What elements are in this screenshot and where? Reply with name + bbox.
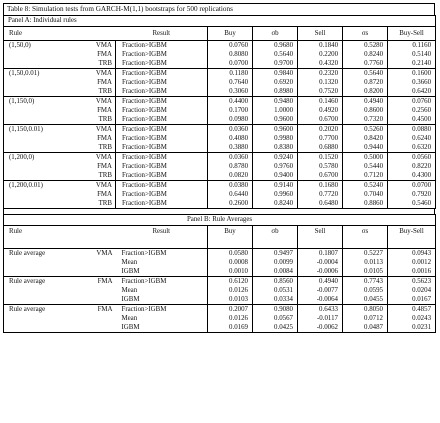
sigma-s-value: 0.5227 — [364, 250, 383, 257]
method-label: TRB — [98, 116, 112, 123]
method-label: TRB — [98, 172, 112, 179]
col-header-result: Result — [116, 27, 208, 41]
buy-cell — [208, 97, 253, 125]
sigma-b-cell — [253, 125, 298, 153]
sell-value: 0.6433 — [319, 306, 338, 313]
sell-value: 0.7700 — [319, 135, 339, 142]
col-header-buy-sell: Buy-Sell — [388, 27, 436, 41]
sigma-s-value: 0.8720 — [364, 79, 384, 86]
sigma-b-cell — [253, 41, 298, 69]
sell-value: 0.5780 — [319, 163, 339, 170]
sell-value: -0.0077 — [316, 287, 338, 294]
result-label: Mean — [121, 287, 138, 294]
result-label: Fraction>IGBM — [122, 70, 167, 77]
method-label: TRB — [98, 200, 112, 207]
sell-value: 0.1807 — [319, 250, 338, 257]
col-header-rule: Rule — [4, 27, 60, 41]
result-label: Fraction>IGBM — [121, 278, 167, 285]
sigma-s-cell — [343, 181, 388, 209]
sigma-s-value: 0.8200 — [364, 88, 384, 95]
result-label: Fraction>IGBM — [122, 116, 167, 123]
buy-cell — [208, 181, 253, 209]
buy-value: 0.0126 — [229, 315, 248, 322]
result-label: Fraction>IGBM — [121, 306, 167, 313]
sigma-b-cell — [253, 277, 298, 305]
buy-sell-value: 0.6320 — [412, 144, 432, 151]
sigma-b-value: 0.9840 — [274, 70, 294, 77]
result-cell — [116, 41, 208, 69]
sigma-b-value: 0.8380 — [274, 144, 294, 151]
sigma-s-value: 0.0595 — [364, 287, 383, 294]
result-label: Fraction>IGBM — [122, 135, 167, 142]
result-label: Fraction>IGBM — [122, 126, 167, 133]
buy-sell-value: 0.0167 — [412, 296, 432, 303]
result-cell — [116, 153, 208, 181]
buy-sell-value: 0.5460 — [412, 200, 432, 207]
sigma-b-value: 0.9480 — [274, 98, 294, 105]
buy-value: 0.0980 — [229, 116, 249, 123]
sigma-s-cell — [343, 153, 388, 181]
sell-cell — [298, 97, 343, 125]
method-label: VMA — [95, 154, 112, 161]
buy-sell-value: 0.0204 — [412, 287, 432, 294]
buy-value: 0.0008 — [229, 259, 248, 266]
buy-sell-value: 0.6240 — [412, 135, 432, 142]
panel-a-title: Panel A: Individual rules — [4, 16, 208, 27]
buy-sell-value: 0.8220 — [412, 163, 432, 170]
sell-value: 0.6700 — [319, 116, 339, 123]
result-cell — [116, 125, 208, 153]
buy-cell — [208, 153, 253, 181]
result-label: Fraction>IGBM — [122, 144, 167, 151]
method-label: VMA — [95, 98, 112, 105]
buy-sell-cell — [388, 125, 436, 153]
sigma-b-cell — [253, 153, 298, 181]
buy-sell-value: 0.0012 — [412, 259, 432, 266]
sigma-b-value: 0.0531 — [274, 287, 293, 294]
method-label: VMA — [95, 126, 112, 133]
sell-value: 0.2200 — [319, 51, 339, 58]
sigma-b-value: 0.8240 — [274, 200, 294, 207]
buy-value: 0.0126 — [229, 287, 248, 294]
sigma-b-cell — [253, 305, 298, 333]
sigma-b-value: 0.9080 — [274, 306, 293, 313]
sell-value: 0.1840 — [319, 42, 339, 49]
buy-value: 0.0103 — [229, 296, 248, 303]
sell-value: -0.0117 — [317, 315, 338, 322]
sigma-b-value: 0.6920 — [274, 79, 294, 86]
result-label: Fraction>IGBM — [122, 51, 167, 58]
rule-name: (1,150,0) — [4, 97, 60, 125]
result-label: Fraction>IGBM — [122, 154, 167, 161]
buy-value: 0.8080 — [229, 51, 249, 58]
buy-sell-value: 0.0943 — [412, 250, 432, 257]
result-label: IGBM — [121, 324, 140, 331]
buy-sell-value: 0.0016 — [412, 268, 432, 275]
result-cell — [116, 277, 208, 305]
sigma-s-value: 0.4940 — [364, 98, 384, 105]
sigma-b-value: 0.5640 — [274, 51, 294, 58]
method-label: FMA — [60, 277, 116, 305]
buy-sell-value: 0.0231 — [412, 324, 432, 331]
average-group-row — [4, 277, 436, 305]
sell-value: 0.6880 — [319, 144, 339, 151]
buy-sell-cell — [388, 69, 436, 97]
buy-value: 0.0760 — [229, 42, 249, 49]
sigma-b-value: 0.9600 — [274, 116, 294, 123]
method-label: VMA — [95, 42, 112, 49]
method-label: FMA — [97, 107, 112, 114]
sigma-s-value: 0.5240 — [364, 182, 384, 189]
sigma-s-value: 0.5260 — [364, 126, 384, 133]
sigma-s-value: 0.8420 — [364, 135, 384, 142]
buy-sell-value: 0.4300 — [412, 172, 432, 179]
result-cell — [116, 305, 208, 333]
rule-group-row — [4, 153, 436, 181]
buy-cell — [208, 277, 253, 305]
col-header-buy-sell: Buy-Sell — [388, 226, 436, 249]
method-label: VMA — [95, 70, 112, 77]
buy-sell-value: 0.1160 — [412, 42, 432, 49]
result-cell — [116, 97, 208, 125]
buy-sell-value: 0.4857 — [412, 306, 432, 313]
sell-value: -0.0004 — [316, 259, 338, 266]
panel-a-table — [3, 15, 436, 209]
sell-value: 0.6480 — [319, 200, 339, 207]
result-label: Mean — [121, 259, 138, 266]
sigma-s-value: 0.5000 — [364, 154, 384, 161]
buy-sell-cell — [388, 249, 436, 277]
buy-sell-value: 0.1600 — [412, 70, 432, 77]
sigma-b-value: 1.0000 — [274, 107, 294, 114]
method-label: FMA — [97, 135, 112, 142]
buy-value: 0.1700 — [229, 107, 249, 114]
sigma-b-value: 0.9400 — [274, 172, 294, 179]
result-label: IGBM — [121, 296, 140, 303]
rule-name: (1,200,0) — [4, 153, 60, 181]
col-header-sell: Sell — [298, 226, 343, 249]
sell-cell — [298, 277, 343, 305]
buy-value: 0.0360 — [229, 126, 249, 133]
sigma-b-value: 0.9980 — [274, 135, 294, 142]
sell-value: 0.6700 — [319, 172, 339, 179]
sigma-s-cell — [343, 277, 388, 305]
buy-value: 0.6120 — [229, 278, 248, 285]
col-header-sigma-s: σs — [343, 226, 388, 249]
sell-cell — [298, 41, 343, 69]
sigma-b-value: 0.8980 — [274, 88, 294, 95]
buy-value: 0.0700 — [229, 60, 249, 67]
buy-value: 0.7640 — [229, 79, 249, 86]
result-label: Fraction>IGBM — [122, 42, 167, 49]
sell-value: 0.1320 — [319, 79, 339, 86]
sigma-b-value: 0.0084 — [274, 268, 293, 275]
sell-cell — [298, 125, 343, 153]
buy-value: 0.0580 — [229, 250, 248, 257]
buy-value: 0.3880 — [229, 144, 249, 151]
method-cell — [60, 125, 116, 153]
sigma-b-value: 0.9700 — [274, 60, 294, 67]
buy-sell-value: 0.0560 — [412, 154, 432, 161]
sigma-b-cell — [253, 69, 298, 97]
buy-sell-value: 0.7920 — [412, 191, 432, 198]
col-header-sigma-s: σs — [343, 27, 388, 41]
result-label: Fraction>IGBM — [122, 79, 167, 86]
sigma-b-value: 0.9760 — [274, 163, 294, 170]
buy-cell — [208, 305, 253, 333]
sigma-b-value: 0.9960 — [274, 191, 294, 198]
buy-sell-value: 0.5623 — [412, 278, 432, 285]
sigma-b-value: 0.9600 — [274, 126, 294, 133]
sell-value: 0.7520 — [319, 88, 339, 95]
buy-sell-value: 0.3660 — [412, 79, 432, 86]
col-header-sigma-b: σb — [253, 226, 298, 249]
rule-name: (1,50,0.01) — [4, 69, 60, 97]
sigma-s-value: 0.0105 — [364, 268, 383, 275]
sigma-b-cell — [253, 181, 298, 209]
sell-value: 0.4320 — [319, 60, 339, 67]
sigma-s-cell — [343, 125, 388, 153]
sell-value: -0.0062 — [316, 324, 338, 331]
sigma-s-value: 0.7040 — [364, 191, 384, 198]
method-cell — [60, 41, 116, 69]
result-label: Mean — [121, 315, 138, 322]
col-header-result: Result — [116, 226, 208, 249]
method-label: TRB — [98, 144, 112, 151]
sigma-s-value: 0.5280 — [364, 42, 384, 49]
sigma-b-value: 0.0099 — [274, 259, 293, 266]
buy-value: 0.8780 — [229, 163, 249, 170]
sell-value: 0.4920 — [319, 107, 339, 114]
rule-average-label: Rule average — [4, 277, 60, 305]
sigma-b-cell — [253, 97, 298, 125]
buy-value: 0.1180 — [229, 70, 249, 77]
sigma-b-value: 0.9140 — [274, 182, 294, 189]
buy-sell-cell — [388, 277, 436, 305]
sigma-s-value: 0.0455 — [364, 296, 383, 303]
method-label: FMA — [97, 79, 112, 86]
sell-value: -0.0006 — [316, 268, 338, 275]
table-caption: Table 8: Simulation tests from GARCH-M(1,1) bootstraps for 500 replications — [3, 3, 435, 15]
sigma-s-value: 0.8600 — [364, 107, 384, 114]
sigma-s-value: 0.7760 — [364, 60, 384, 67]
result-label: Fraction>IGBM — [122, 107, 167, 114]
sigma-s-cell — [343, 249, 388, 277]
result-label: Fraction>IGBM — [122, 163, 167, 170]
sigma-b-value: 0.0425 — [274, 324, 293, 331]
buy-sell-value: 0.0760 — [412, 98, 432, 105]
sigma-b-value: 0.8560 — [274, 278, 293, 285]
sigma-b-cell — [253, 249, 298, 277]
sell-value: 0.7720 — [319, 191, 339, 198]
sigma-s-value: 0.8050 — [364, 306, 383, 313]
table-8 — [3, 3, 435, 333]
result-label: Fraction>IGBM — [121, 250, 167, 257]
rule-group-row — [4, 125, 436, 153]
sell-cell — [298, 305, 343, 333]
sell-value: 0.1520 — [319, 154, 339, 161]
result-label: IGBM — [121, 268, 140, 275]
method-label: FMA — [97, 191, 112, 198]
result-cell — [116, 69, 208, 97]
method-cell — [60, 97, 116, 125]
col-header-sell: Sell — [298, 27, 343, 41]
buy-sell-cell — [388, 181, 436, 209]
sigma-s-value: 0.5440 — [364, 163, 384, 170]
sell-value: 0.4940 — [319, 278, 338, 285]
panel-b-header-row — [4, 226, 436, 249]
buy-value: 0.0360 — [229, 154, 249, 161]
rule-group-row — [4, 97, 436, 125]
buy-sell-value: 0.6420 — [412, 88, 432, 95]
rule-group-row — [4, 41, 436, 69]
col-header-sigma-b: σb — [253, 27, 298, 41]
sigma-s-value: 0.8240 — [364, 51, 384, 58]
buy-cell — [208, 125, 253, 153]
sell-value: 0.1460 — [319, 98, 339, 105]
sigma-s-cell — [343, 305, 388, 333]
buy-sell-cell — [388, 153, 436, 181]
sell-cell — [298, 69, 343, 97]
rule-group-row — [4, 181, 436, 209]
rule-average-label: Rule average — [4, 249, 60, 277]
buy-sell-value: 0.2560 — [412, 107, 432, 114]
method-label: FMA — [97, 51, 112, 58]
sigma-b-value: 0.0334 — [274, 296, 293, 303]
sigma-b-value: 0.9240 — [274, 154, 294, 161]
method-label: TRB — [98, 60, 112, 67]
result-label: Fraction>IGBM — [122, 88, 167, 95]
buy-sell-cell — [388, 41, 436, 69]
sigma-s-value: 0.5640 — [364, 70, 384, 77]
sigma-s-value: 0.0712 — [364, 315, 383, 322]
method-cell — [60, 153, 116, 181]
panel-a-header-row — [4, 27, 436, 41]
buy-sell-cell — [388, 97, 436, 125]
average-group-row — [4, 305, 436, 333]
buy-sell-value: 0.4500 — [412, 116, 432, 123]
buy-sell-value: 0.0700 — [412, 182, 432, 189]
sigma-s-value: 0.9440 — [364, 144, 384, 151]
result-label: Fraction>IGBM — [122, 172, 167, 179]
col-header-buy: Buy — [208, 27, 253, 41]
sigma-s-cell — [343, 41, 388, 69]
buy-value: 0.6440 — [229, 191, 249, 198]
sell-value: 0.1680 — [319, 182, 339, 189]
sigma-b-value: 0.9680 — [274, 42, 294, 49]
rule-name: (1,50,0) — [4, 41, 60, 69]
sigma-s-value: 0.0113 — [364, 259, 383, 266]
method-label: TRB — [98, 88, 112, 95]
sell-value: -0.0064 — [316, 296, 338, 303]
sell-cell — [298, 181, 343, 209]
sell-cell — [298, 249, 343, 277]
method-cell — [60, 181, 116, 209]
buy-value: 0.4080 — [229, 135, 249, 142]
result-label: Fraction>IGBM — [122, 200, 167, 207]
sell-value: 0.2020 — [319, 126, 339, 133]
sigma-s-value: 0.8860 — [364, 200, 384, 207]
method-label: FMA — [60, 305, 116, 333]
sigma-s-value: 0.7320 — [364, 116, 384, 123]
buy-value: 0.0169 — [229, 324, 248, 331]
rule-name: (1,150,0.01) — [4, 125, 60, 153]
rule-name: (1,200,0.01) — [4, 181, 60, 209]
buy-value: 0.0010 — [229, 268, 248, 275]
method-label: VMA — [60, 249, 116, 277]
average-group-row — [4, 249, 436, 277]
panel-b-title: Panel B: Rule Averages — [4, 215, 436, 226]
buy-value: 0.0820 — [229, 172, 249, 179]
sigma-b-value: 0.0567 — [274, 315, 293, 322]
buy-cell — [208, 249, 253, 277]
buy-sell-value: 0.0243 — [412, 315, 432, 322]
result-label: Fraction>IGBM — [122, 191, 167, 198]
method-label: VMA — [95, 182, 112, 189]
buy-sell-value: 0.0880 — [412, 126, 432, 133]
result-cell — [116, 249, 208, 277]
buy-value: 0.3060 — [229, 88, 249, 95]
result-label: Fraction>IGBM — [122, 182, 167, 189]
method-label: FMA — [97, 163, 112, 170]
buy-sell-cell — [388, 305, 436, 333]
sigma-s-value: 0.7120 — [364, 172, 384, 179]
buy-value: 0.4400 — [229, 98, 249, 105]
buy-value: 0.0380 — [229, 182, 249, 189]
method-cell — [60, 69, 116, 97]
result-cell — [116, 181, 208, 209]
result-label: Fraction>IGBM — [122, 60, 167, 67]
buy-sell-value: 0.5140 — [412, 51, 432, 58]
rule-average-label: Rule average — [4, 305, 60, 333]
col-header-buy: Buy — [208, 226, 253, 249]
buy-cell — [208, 69, 253, 97]
col-header-rule: Rule — [4, 226, 60, 249]
rule-group-row — [4, 69, 436, 97]
buy-sell-value: 0.2140 — [412, 60, 432, 67]
sigma-s-value: 0.0487 — [364, 324, 383, 331]
sigma-s-cell — [343, 69, 388, 97]
sell-cell — [298, 153, 343, 181]
panel-b-table — [3, 214, 436, 333]
sigma-s-value: 0.7743 — [364, 278, 383, 285]
buy-value: 0.2007 — [229, 306, 248, 313]
buy-value: 0.2600 — [229, 200, 249, 207]
buy-cell — [208, 41, 253, 69]
sigma-s-cell — [343, 97, 388, 125]
result-label: Fraction>IGBM — [122, 98, 167, 105]
sigma-b-value: 0.9497 — [274, 250, 293, 257]
sell-value: 0.2320 — [319, 70, 339, 77]
